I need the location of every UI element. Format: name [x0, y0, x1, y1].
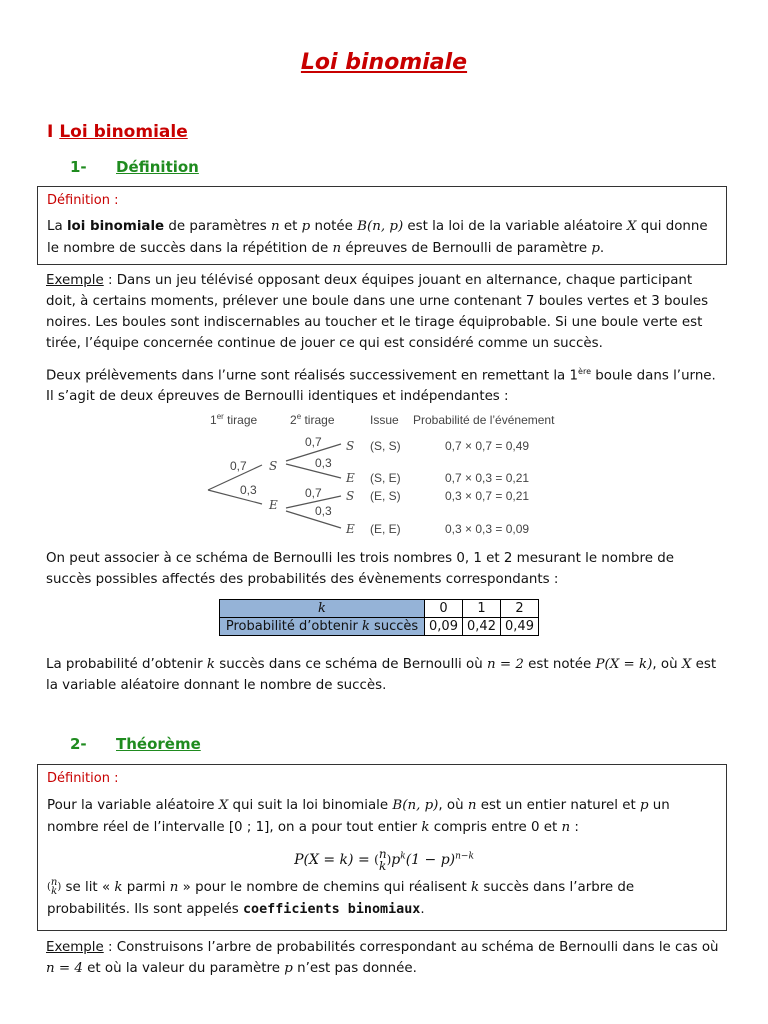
section-heading-1	[47, 122, 188, 142]
section-title: Loi binomiale	[59, 122, 188, 142]
table-header-k: k	[220, 600, 425, 618]
issue-cell: (E, S)	[370, 489, 401, 503]
probability-table	[219, 599, 539, 636]
subsection-title: Définition	[116, 158, 199, 176]
tree-header-issue: Issue	[370, 413, 399, 427]
branch-prob-0-7-c: 0,7	[305, 486, 322, 500]
table-cell: 0,49	[501, 618, 539, 636]
example-label: Exemple	[46, 940, 104, 955]
table-row	[220, 600, 539, 618]
tree-header-probability: Probabilité de l’événement	[413, 413, 555, 427]
binomial-symbol: (n k)	[47, 877, 62, 897]
probability-cell: 0,3 × 0,7 = 0,21	[445, 489, 530, 503]
table-cell: 2	[501, 600, 539, 618]
paragraph-draws: Deux prélèvements dans l’urne sont réalisés successivement en remettant la 1ère boule dans l’urne. Il s’agit de deux épreuves de Bernoulli identiques et indépendantes :	[46, 367, 716, 405]
subsection-number: 1-	[70, 158, 87, 176]
issue-cell: (E, E)	[370, 522, 401, 536]
binomial-reading: (n k) se lit « k parmi n » pour le nombre de chemins qui réalisent k succès dans l’arbre de probabilités. Ils sont appelés coefficients binomiaux.	[47, 877, 635, 917]
example-paragraph: Exemple : Dans un jeu télévisé opposant deux équipes jouant en alternance, chaque participant doit, à certains moments, prélever une boule dans une urne contenant 7 boules vertes et 3 boules noires. Les boules sont indiscernables au toucher et le tirage équiprobable. Si une boule verte est tirée, l’équipe concernée continue de jouer ce qui est considéré comme un succès.	[46, 273, 709, 351]
table-row	[220, 618, 539, 636]
subsection-heading-1	[70, 158, 199, 176]
leaf-s: S	[346, 489, 355, 503]
branch-prob-0-7: 0,7	[230, 459, 247, 473]
leaf-s: S	[346, 439, 355, 453]
example-label: Exemple	[46, 273, 104, 288]
branch-prob-0-7-b: 0,7	[305, 435, 322, 449]
table-header-probability: Probabilité d’obtenir k succès	[220, 618, 425, 636]
binomial-formula: P(X = k) = (n $k)p^k(1 - p)^{n-k}$	[294, 847, 474, 873]
table-cell: 0,42	[463, 618, 501, 636]
table-cell: 0,09	[425, 618, 463, 636]
subsection-title: Théorème	[116, 735, 201, 753]
tree-header-first-draw: 1er tirage	[210, 412, 258, 427]
probability-cell: 0,3 × 0,3 = 0,09	[445, 522, 530, 536]
bold-term: coefficients binomiaux	[242, 902, 421, 917]
probability-cell: 0,7 × 0,7 = 0,49	[445, 439, 530, 453]
tree-header-second-draw: 2e tirage	[290, 412, 335, 427]
probability-cell: 0,7 × 0,3 = 0,21	[445, 471, 530, 485]
paragraph-notation: La probabilité d’obtenir k succès dans ce schéma de Bernoulli où n = 2 est notée P(X = k), où X est la variable aléatoire donnant le nombre de succès.	[46, 657, 717, 693]
branch-prob-0-3-b: 0,3	[315, 456, 332, 470]
page-title: Loi binomiale	[300, 50, 468, 75]
definition-label: Définition :	[47, 193, 119, 208]
theorem-text: Pour la variable aléatoire X qui suit la loi binomiale B(n, p), où n est un entier naturel et p un nombre réel de l’intervalle [0 ; 1], on a pour tout entier k compris entre 0 et n :	[47, 798, 670, 835]
probability-tree	[200, 408, 580, 538]
subsection-number: 2-	[70, 735, 87, 753]
definition-text: La loi binomiale de paramètres n et p notée B(n, p) est la loi de la variable aléatoire X qui donne le nombre de succès dans la répétition de n épreuves de Bernoulli de paramètre p.	[47, 219, 708, 256]
branch-prob-0-3-c: 0,3	[315, 504, 332, 518]
example-paragraph-2: Exemple : Construisons l’arbre de probabilités correspondant au schéma de Bernoulli dans le cas où n = 4 et où la valeur du paramètre p n’est pas donnée.	[46, 940, 719, 976]
node-success: S	[269, 459, 278, 473]
leaf-e: E	[346, 522, 355, 536]
section-number: I	[47, 122, 54, 142]
subsection-heading-2	[70, 735, 201, 753]
definition-label: Définition :	[47, 771, 119, 786]
issue-cell: (S, E)	[370, 471, 401, 485]
leaf-e: E	[346, 471, 355, 485]
paragraph-association: On peut associer à ce schéma de Bernoulli les trois nombres 0, 1 et 2 mesurant le nombre de succès possibles affectés des probabilités des évènements correspondants :	[46, 551, 674, 587]
bold-term: loi binomiale	[66, 219, 165, 234]
issue-cell: (S, S)	[370, 439, 401, 453]
node-failure: E	[269, 498, 278, 512]
definition-box-1	[37, 186, 727, 265]
table-cell: 1	[463, 600, 501, 618]
branch-prob-0-3: 0,3	[240, 483, 257, 497]
table-cell: 0	[425, 600, 463, 618]
